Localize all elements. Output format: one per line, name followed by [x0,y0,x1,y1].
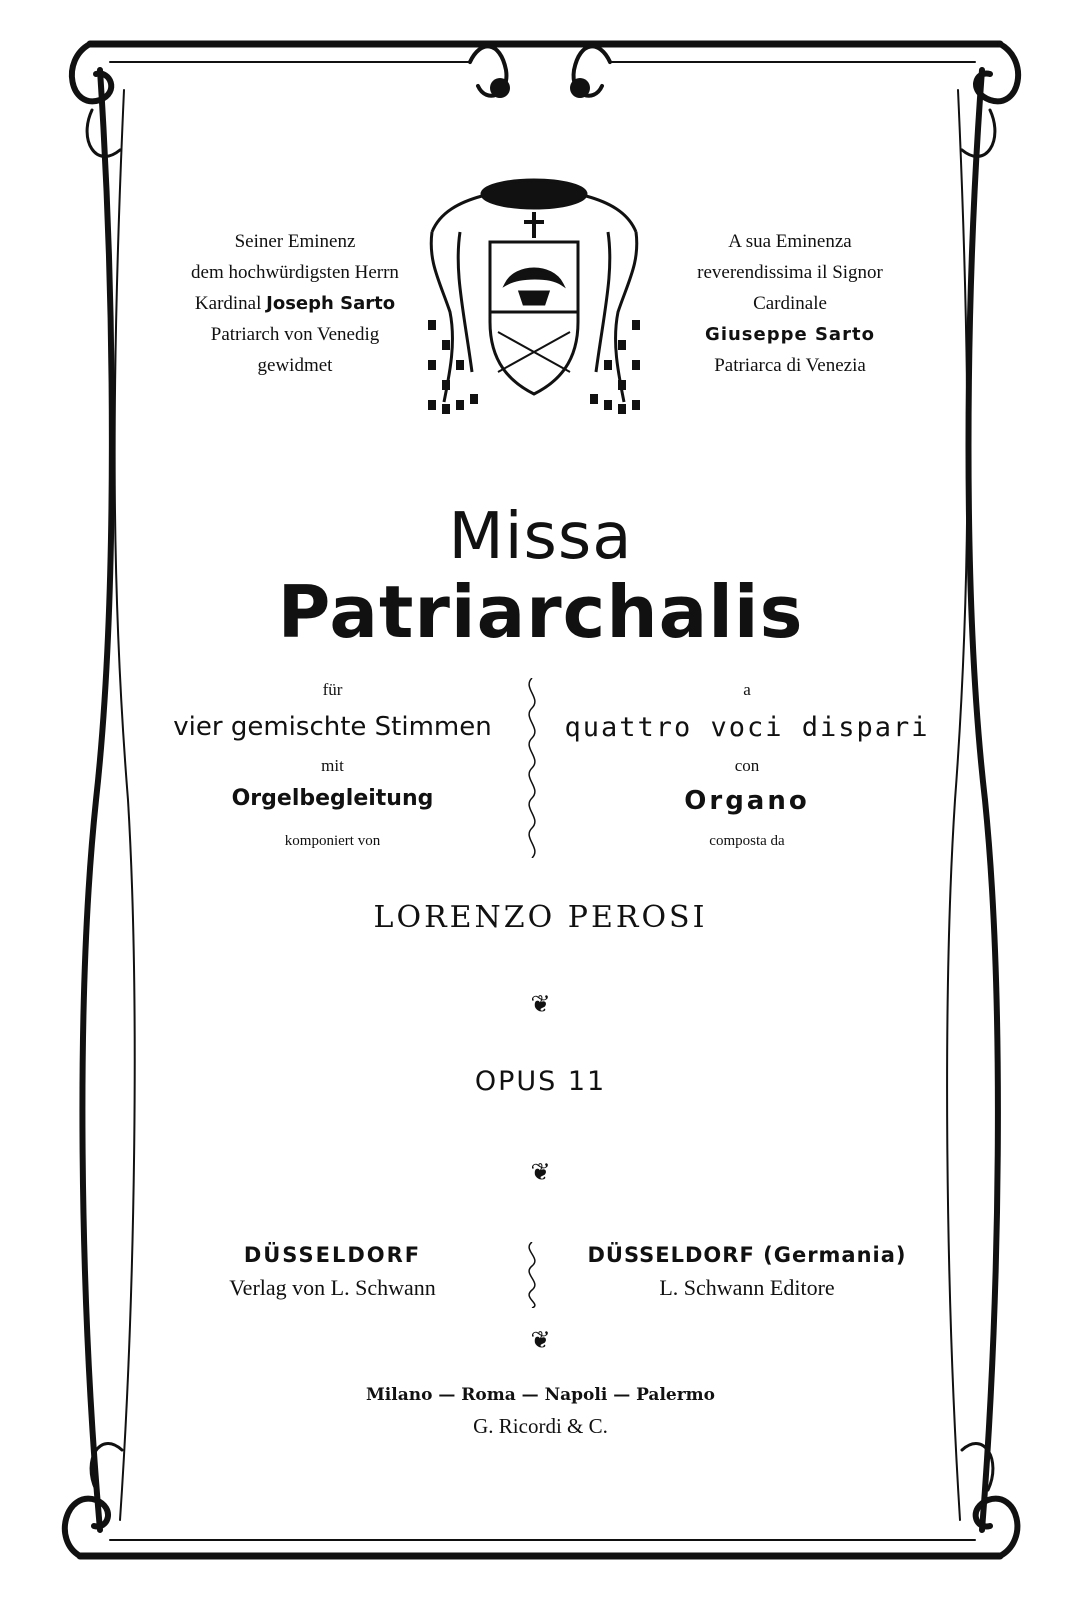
publisher-divider [520,1242,544,1308]
dedication-german-line3 [130,288,460,319]
agent-name: G. Ricordi & C. [473,1414,608,1438]
german-mit: mit [321,756,344,775]
dedication-german-line5: gewidmet [257,355,333,376]
italian-con: con [734,756,760,775]
publisher-german-name: Verlag von L. Schwann [229,1275,436,1300]
fleuron-icon: ❦ [530,1326,551,1354]
publisher-italian-city: DÜSSELDORF (Germania) [587,1243,907,1267]
agent-cities: Milano — Roma — Napoli — Palermo [365,1385,716,1405]
italian-a: a [743,680,751,699]
publisher-italian-name: L. Schwann Editore [659,1275,835,1300]
dedication-german-line1: Seiner Eminenz [234,231,356,252]
column-divider [520,678,544,858]
title-patriarchalis: Patriarchalis [277,570,804,654]
opus-number: OPUS 11 [474,1066,607,1097]
title-missa: Missa [448,500,633,574]
german-fur: für [322,680,343,699]
dedication-german-line3-prefix: Kardinal [194,293,267,314]
dedication-german-line4: Patriarch von Venedig [210,324,380,345]
dedication-german [130,226,460,381]
italian-voices: quattro voci dispari [564,712,930,743]
dedication-italian-line1: A sua Eminenza [728,231,852,252]
dedication-italian [640,226,940,381]
german-organ: Orgelbegleitung [231,786,434,811]
publisher-german-city: DÜSSELDORF [243,1243,422,1267]
dedication-german-name: Joseph Sarto [266,293,396,314]
german-composed-by: komponiert von [284,833,381,849]
italian-composed-by: composta da [709,833,785,849]
dedication-italian-line5: Patriarca di Venezia [714,355,866,376]
composer-name: LORENZO PEROSI [373,900,708,935]
dedication-italian-name: Giuseppe Sarto [705,324,875,345]
dedication-italian-line3: Cardinale [753,293,827,314]
fleuron-icon: ❦ [530,990,551,1018]
italian-organ: Organo [684,786,810,816]
dedication-italian-line2: reverendissima il Signor [697,262,883,283]
dedication-german-line2: dem hochwürdigsten Herrn [191,262,399,283]
fleuron-icon: ❦ [530,1158,551,1186]
german-voices: vier gemischte Stimmen [173,712,492,742]
